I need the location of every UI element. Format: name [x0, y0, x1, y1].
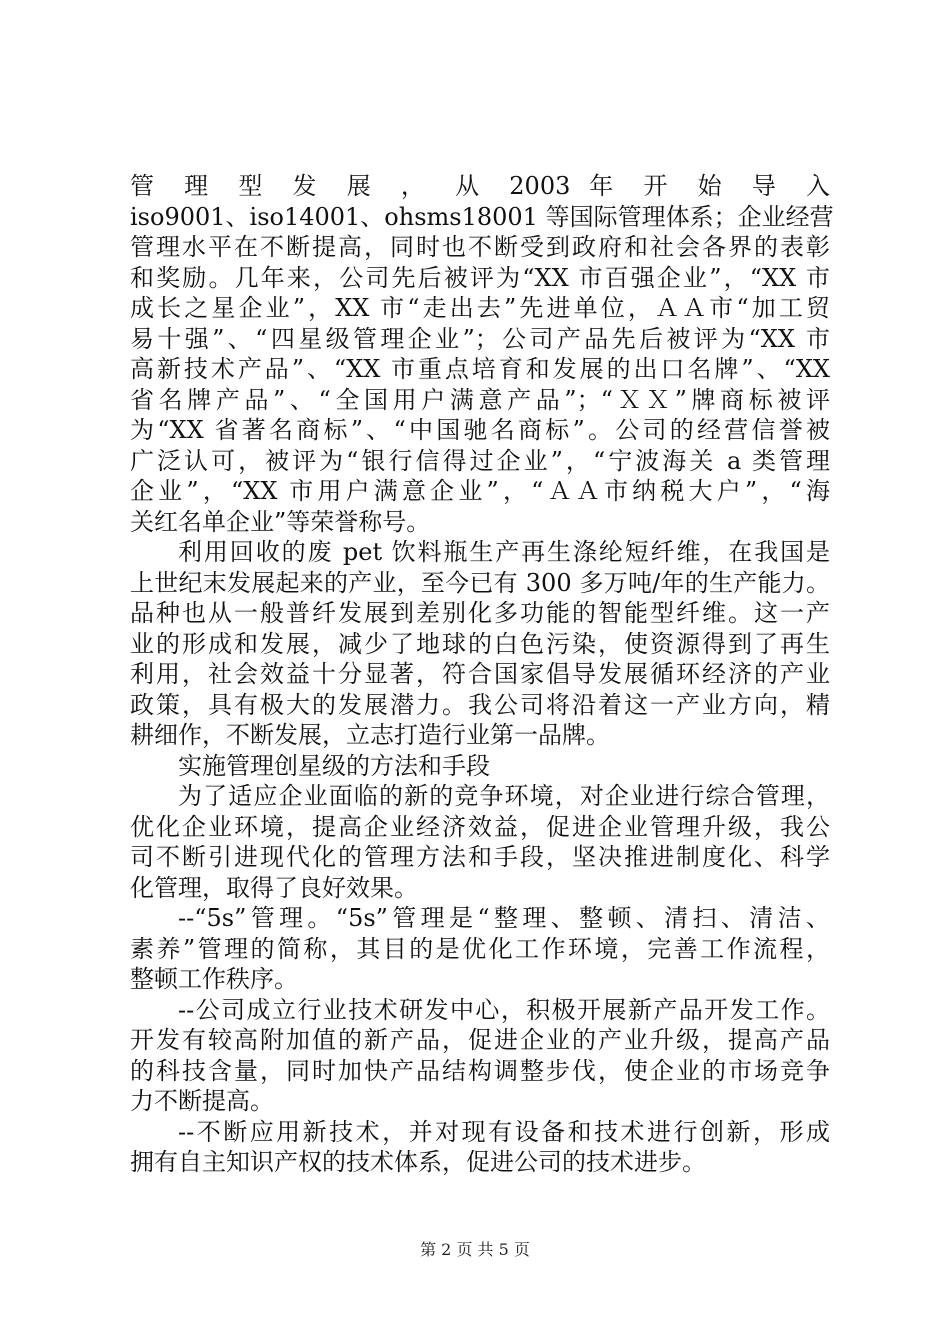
text-line: iso9001、iso14001、ohsms18001 等国际管理体系；企业经营: [130, 202, 834, 231]
text-line: 易十强”、“四星级管理企业”；公司产品先后被评为“XX 市: [130, 324, 830, 353]
text-line: 司不断引进现代化的管理方法和手段，坚决推进制度化、科学: [130, 843, 830, 871]
text-line: 关红名单企业”等荣誉称号。: [130, 507, 431, 536]
text-line: 和奖励。几年来，公司先后被评为“XX 市百强企业”，“XX 市: [130, 263, 830, 292]
text-line: 省名牌产品”、“全国用户满意产品”；“ＸＸ”牌商标被评: [130, 385, 830, 414]
text-line: 政策，具有极大的发展潜力。我公司将沿着这一产业方向，精: [130, 690, 830, 719]
text-line: 开发有较高附加值的新产品，促进企业的产业升级，提高产品: [130, 1026, 830, 1054]
text-line: --“5s”管理。“5s”管理是“整理、整顿、清扫、清洁、: [178, 904, 830, 932]
text-line: --不断应用新技术，并对现有设备和技术进行创新，形成: [178, 1117, 830, 1146]
page-footer: 第 2 页 共 5 页: [420, 1240, 530, 1259]
document-body: [130, 171, 834, 1178]
text-line: 管 理 型 发 展 ， 从 2003 年 开 始 导 入: [130, 172, 830, 200]
text-line: 上世纪末发展起来的产业，至今已有 300 多万吨/年的生产能力。: [130, 568, 830, 597]
text-line: 化管理，取得了良好效果。: [130, 873, 418, 902]
text-line: 实施管理创星级的方法和手段: [178, 751, 490, 780]
text-line: 为“XX 省著名商标”、“中国驰名商标”。公司的经营信誉被: [130, 416, 830, 444]
text-line: 整顿工作秩序。: [130, 965, 298, 993]
text-line: 的科技含量，同时加快产品结构调整步伐，使企业的市场竞争: [130, 1056, 830, 1085]
text-line: 企业”，“XX 市用户满意企业”，“ＡＡ市纳税大户”，“海: [130, 477, 830, 505]
text-line: 耕细作，不断发展，立志打造行业第一品牌。: [130, 721, 610, 749]
text-line: 广泛认可，被评为“银行信得过企业”，“宁波海关 a 类管理: [130, 446, 830, 475]
text-line: 高新技术产品”、“XX 市重点培育和发展的出口名牌”、“XX: [130, 355, 830, 383]
text-line: 利用回收的废 pet 饮料瓶生产再生涤纶短纤维，在我国是: [178, 538, 830, 566]
text-line: 力不断提高。: [130, 1087, 274, 1115]
text-line: 成长之星企业”，XX 市“走出去”先进单位，ＡＡ市“加工贸: [130, 294, 830, 322]
text-line: 品种也从一般普纤发展到差别化多功能的智能型纤维。这一产: [130, 599, 830, 627]
text-line: 管理水平在不断提高，同时也不断受到政府和社会各界的表彰: [130, 233, 830, 261]
text-line: --公司成立行业技术研发中心，积极开展新产品开发工作。: [178, 995, 830, 1024]
text-line: 利用，社会效益十分显著，符合国家倡导发展循环经济的产业: [130, 660, 830, 688]
text-line: 素养”管理的简称，其目的是优化工作环境，完善工作流程，: [130, 934, 830, 963]
text-line: 业的形成和发展，减少了地球的白色污染，使资源得到了再生: [130, 629, 830, 658]
text-line: 优化企业环境，提高企业经济效益，促进企业管理升级，我公: [130, 812, 830, 841]
text-line: 拥有自主知识产权的技术体系，促进公司的技术进步。: [130, 1148, 706, 1176]
text-line: 为了适应企业面临的新的竞争环境，对企业进行综合管理，: [178, 782, 830, 810]
